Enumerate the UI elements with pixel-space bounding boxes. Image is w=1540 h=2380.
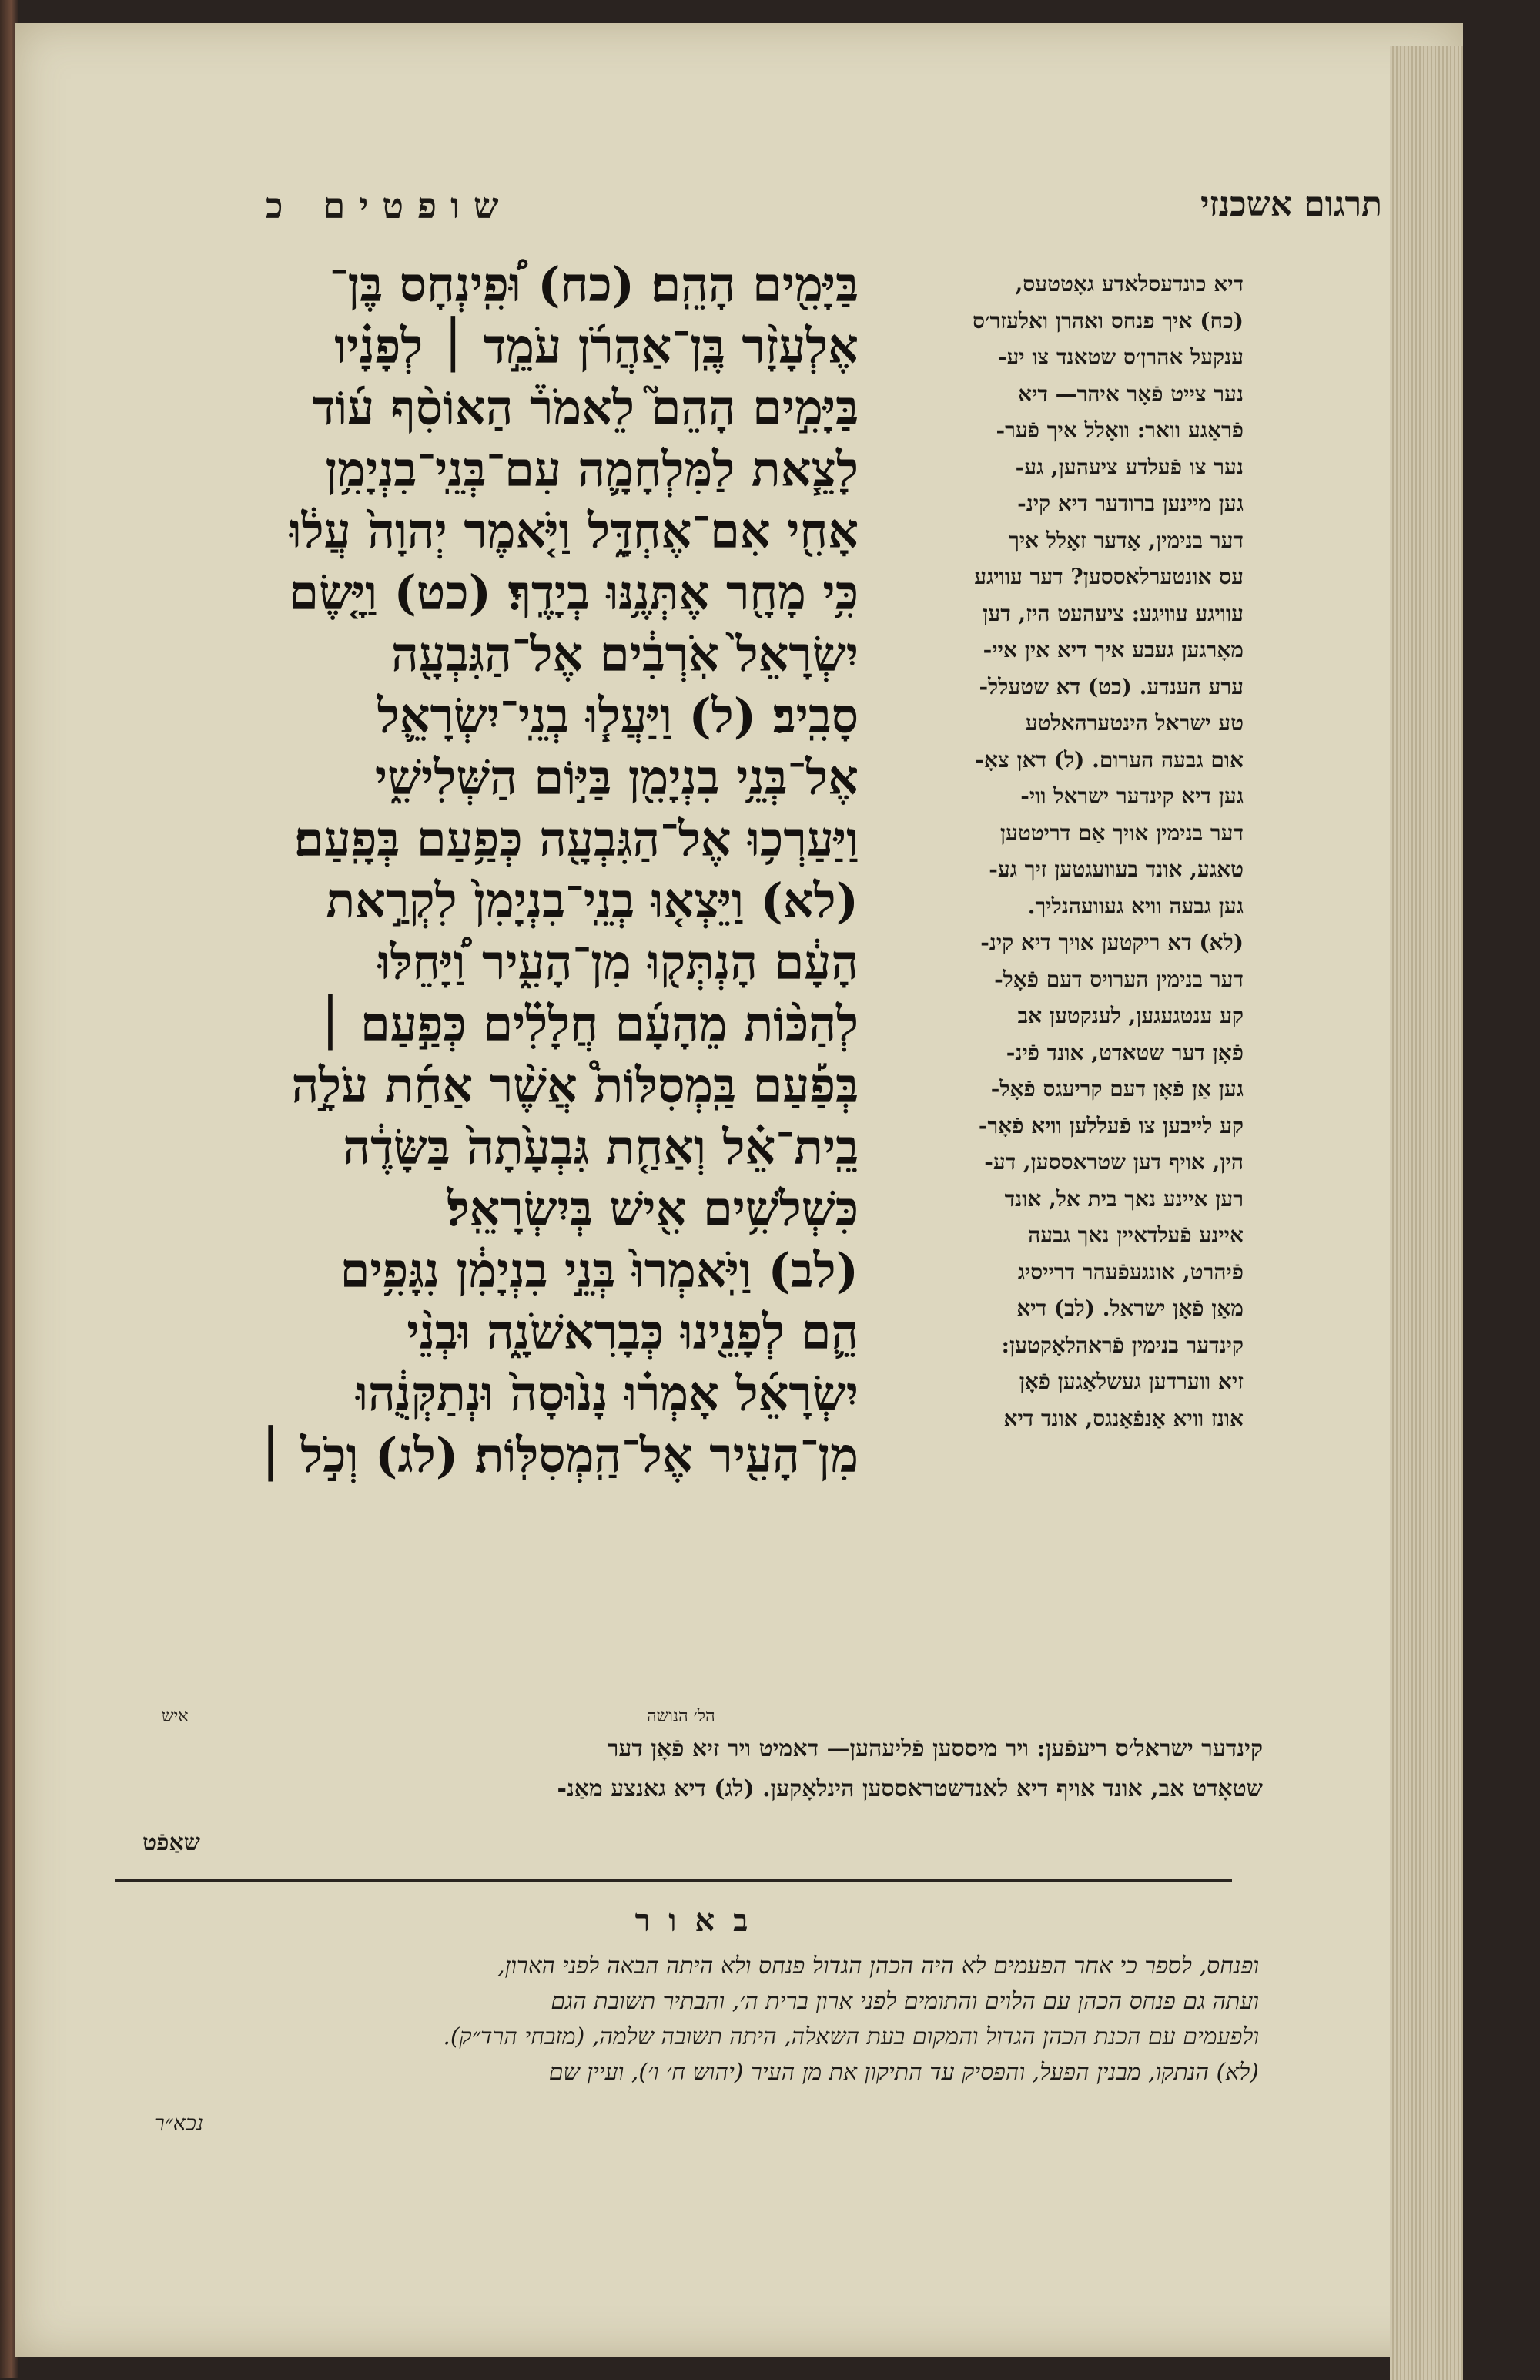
translation-line: טע ישראל הינטערהאלטע xyxy=(1025,710,1244,736)
translation-continuation xyxy=(116,1729,1263,1809)
translation-line: הין, אויף דען שטראססען, דע- xyxy=(984,1149,1244,1175)
translation-line: פֿאָן דער שטאדט, אונד פֿינ- xyxy=(1006,1039,1244,1065)
page-edges xyxy=(1390,46,1463,2380)
translation-continuation-line: שטאָדט אב, אונד אויף דיא לאנדשטראססען הינלאָקען. (לג) דיא גאנצע מאַנ- xyxy=(557,1775,1263,1802)
running-header xyxy=(96,177,1405,239)
hebrew-text-line: וַיַּעַרְכ֥וּ אֶל־הַגִּבְעָ֖ה כְּפַ֥עַם בְּפָֽעַם׃ xyxy=(293,811,859,867)
hebrew-text-line: סָבִֽיב׃ (ל) וַיַּעֲל֧וּ בְנֵֽי־יִשְׂרָאֵ֛ל xyxy=(377,688,859,744)
translation-line: עס אונטערלאססען? דער עוויגע xyxy=(974,564,1244,589)
book-page xyxy=(15,23,1463,2357)
hebrew-text-line: בַּיָּמִ֣ים הָהֵם֮ לֵאמֹר֒ הַאוֹסִ֨ף ע֜וֹד xyxy=(312,380,859,436)
hebrew-text-line: אָחִ֖י אִם־אֶחְדָּ֑ל וַיֹּ֤אמֶר יְהוָה֙ עֲל֔וּ xyxy=(289,503,859,559)
translation-line: אום גבעה הערום. (ל) דאן צאָ- xyxy=(975,746,1244,773)
translation-line: טאגע, אונד בעוועגטען זיך גע- xyxy=(989,856,1244,882)
beur-catchword: נכא״ר xyxy=(154,2110,203,2136)
hebrew-text-line: (לב) וַיֹּֽאמְרוּ֙ בְּנֵ֣י בִנְיָמִ֔ן נִגָּפִ֥ים xyxy=(340,1242,859,1299)
german-translation-column xyxy=(843,266,1244,1436)
beur-heading: באור xyxy=(634,1902,767,1939)
section-divider xyxy=(116,1879,1232,1882)
translation-line: (לא) דא ריקטען אויך דיא קינ- xyxy=(980,930,1244,955)
beur-line: (לא) הנתקו, מבנין הפעל, והפסיק עד התיקון את מן העיר (יהוש ח׳ ו׳), ועיין שם xyxy=(548,2059,1259,2086)
translation-line: נער צייט פֿאָר איהר— דיא xyxy=(1018,380,1244,407)
translation-line: דיא כונדעסלאדע גאָטטעס, xyxy=(1015,271,1244,297)
margin-note-center: הל׳ הנושה xyxy=(647,1707,715,1726)
hebrew-text-line: אֶל־בְּנֵ֥י בִנְיָמִ֖ן בַּיּ֣וֹם הַשְּׁלִישִׁ֑י xyxy=(374,749,859,806)
hebrew-text-line: לָצֵ֧את לַמִּלְחָמָ֛ה עִם־בְּנֵֽי־בִנְיָמִ֥ן xyxy=(325,441,859,498)
translation-line: מאַן פֿאָן ישראל. (לב) דיא xyxy=(1016,1296,1244,1321)
translation-line: דער בנימין הערויס דעם פֿאָל- xyxy=(994,966,1244,992)
hebrew-text-line: הֵ֛ם לְפָנֵ֖ינוּ כְּבָרִאשֹׁנָ֑ה וּבְנֵ֨י xyxy=(407,1304,859,1360)
translation-line: גען מיינען ברודער דיא קינ- xyxy=(1017,491,1244,516)
hebrew-text-line: הָעָ֔ם הָנְתְּק֖וּ מִן־הָעִ֑יר וַ֠יָּחֵלּוּ xyxy=(377,934,859,991)
translation-line: קע לייבען צו פֿעללען וויא פֿאָר- xyxy=(978,1112,1244,1138)
header-translation-title: תרגום אשכנזי xyxy=(1200,185,1382,224)
translation-line: דער בנימין, אָדער זאָלל איך xyxy=(1009,527,1244,553)
hebrew-text-line: יִשְׂרָאֵ֜ל אָמְר֗וּ נָנ֙וּסָה֙ וּנְתַקְּנֻ֔הוּ xyxy=(356,1366,859,1422)
translation-line: גען דיא קינדער ישראל ווי- xyxy=(1020,783,1244,809)
hebrew-text-line: כִּשְׁלֹשִׁ֥ים אִ֖ישׁ בְּיִשְׂרָאֵֽל׃ xyxy=(447,1181,859,1237)
beur-commentary xyxy=(119,1949,1259,2090)
header-book-title: שופטים כ xyxy=(266,185,513,226)
translation-line: קינדער בנימין פֿראהלאָקטען: xyxy=(1001,1332,1244,1358)
translation-line: רען איינע נאך בית אל, אונד xyxy=(1004,1185,1244,1212)
hebrew-text-line: (לא) וַיֵּצְא֤וּ בְנֵֽי־בִנְיָמִן֙ לִקְרַ֣את xyxy=(326,873,859,929)
translation-line: גען גבעה וויא געוועהנליך. xyxy=(1027,893,1244,919)
beur-line: ופנחס, לספר כי אחר הפעמים לא היה הכהן הגדול פנחס ולא היתה הבאה לפני הארון, xyxy=(497,1953,1259,1979)
translation-line: (כח) איך פנחס ואהרן ואלעזר׳ס xyxy=(973,307,1244,334)
translation-line: ערע הענדע. (כט) דא שטעלל- xyxy=(979,673,1244,699)
margin-note-left: איש xyxy=(162,1707,189,1726)
translation-line: עוויגע עוויגע: ציעהעט היז, דען xyxy=(983,600,1244,626)
catchword: שאַפֿט xyxy=(142,1829,200,1856)
translation-line: נער צו פֿעלדע ציעהען, גע- xyxy=(1015,454,1244,480)
translation-line: קע ענטגעגען, לענקטען אב xyxy=(1017,1003,1244,1028)
translation-line: אונז וויא אַנפֿאַנגס, אונד דיא xyxy=(1003,1405,1244,1431)
hebrew-biblical-text xyxy=(119,254,859,1487)
hebrew-text-line: בְּפַ֡עַם בַּֽמְסִלּוֹת֩ אֲשֶׁ֨ר אַחַ֜ת עֹלָ֣ה xyxy=(291,1058,859,1114)
hebrew-text-line: בַּיָּמִ֖ים הָהֵֽם׃ (כח) וּ֠פִֽינְחָס בֶּן־ xyxy=(329,256,859,313)
hebrew-text-line: כִּ֥י מָחָ֖ר אֶתְּנֶ֥נּוּ בְיָדֶֽךָ׃ (כט) וַיָּ֤שֶׂם xyxy=(289,565,859,621)
beur-line: ולפעמים עם הכנת הכהן הגדול והמקום בעת השאלה, היתה תשובה שלמה, (מזבחי הרד״ק). xyxy=(443,2023,1259,2050)
translation-line: איינע פֿעלדאיין נאך גבעה xyxy=(1028,1222,1244,1248)
translation-line: מאָרגען געבע איך דיא אין איי- xyxy=(983,637,1244,662)
translation-line: זיא ווערדען געשלאַגען פֿאָן xyxy=(1019,1369,1244,1394)
beur-line: ועתה גם פנחס הכהן עם הלוים והתומים לפני ארון ברית ה׳, והבתיר תשובת הגם xyxy=(551,1988,1259,2015)
hebrew-text-line: לְהַכּ֨וֹת מֵהָעָ֜ם חֲלָלִ֗ים כְּפַ֣עַם ׀ xyxy=(316,996,859,1052)
translation-line: דער בנימין אויך אַם דריטטען xyxy=(999,820,1244,846)
translation-continuation-line: קינדער ישראל׳ס ריעפֿען: ויר מיססען פֿליעהען— דאמיט ויר זיא פֿאָן דער xyxy=(607,1735,1263,1762)
hebrew-text-line: בֵֽית־אֵ֗ל וְאַחַ֤ת גִּבְעָ֙תָה֙ בַּשָּׂדֶ֔ה xyxy=(343,1119,859,1175)
translation-line: גען אַן פֿאָן דעם קריעגס פֿאָל- xyxy=(990,1076,1244,1101)
hebrew-text-line: מִן־הָעִ֖יר אֶל־הַֽמְסִלּֽוֹת׃ (לג) וְכֹ֣ל ׀ xyxy=(256,1427,859,1483)
hebrew-text-line: אֶלְעָזָ֨ר בֶּֽן־אַהֲרֹ֜ן עֹמֵ֣ד ׀ לְפָנָ֗יו xyxy=(334,318,859,374)
translation-line: פֿיהרט, אונגעפֿעהר דרייסיג xyxy=(1017,1259,1244,1285)
hebrew-text-line: יִשְׂרָאֵל֙ אֹֽרְבִ֔ים אֶל־הַגִּבְעָ֖ה xyxy=(391,626,859,682)
translation-line: פֿראַגע וואר: וואָלל איך פֿער- xyxy=(996,417,1244,443)
translation-line: ענקעל אהרן׳ס שטאנד צו יע- xyxy=(997,344,1244,370)
